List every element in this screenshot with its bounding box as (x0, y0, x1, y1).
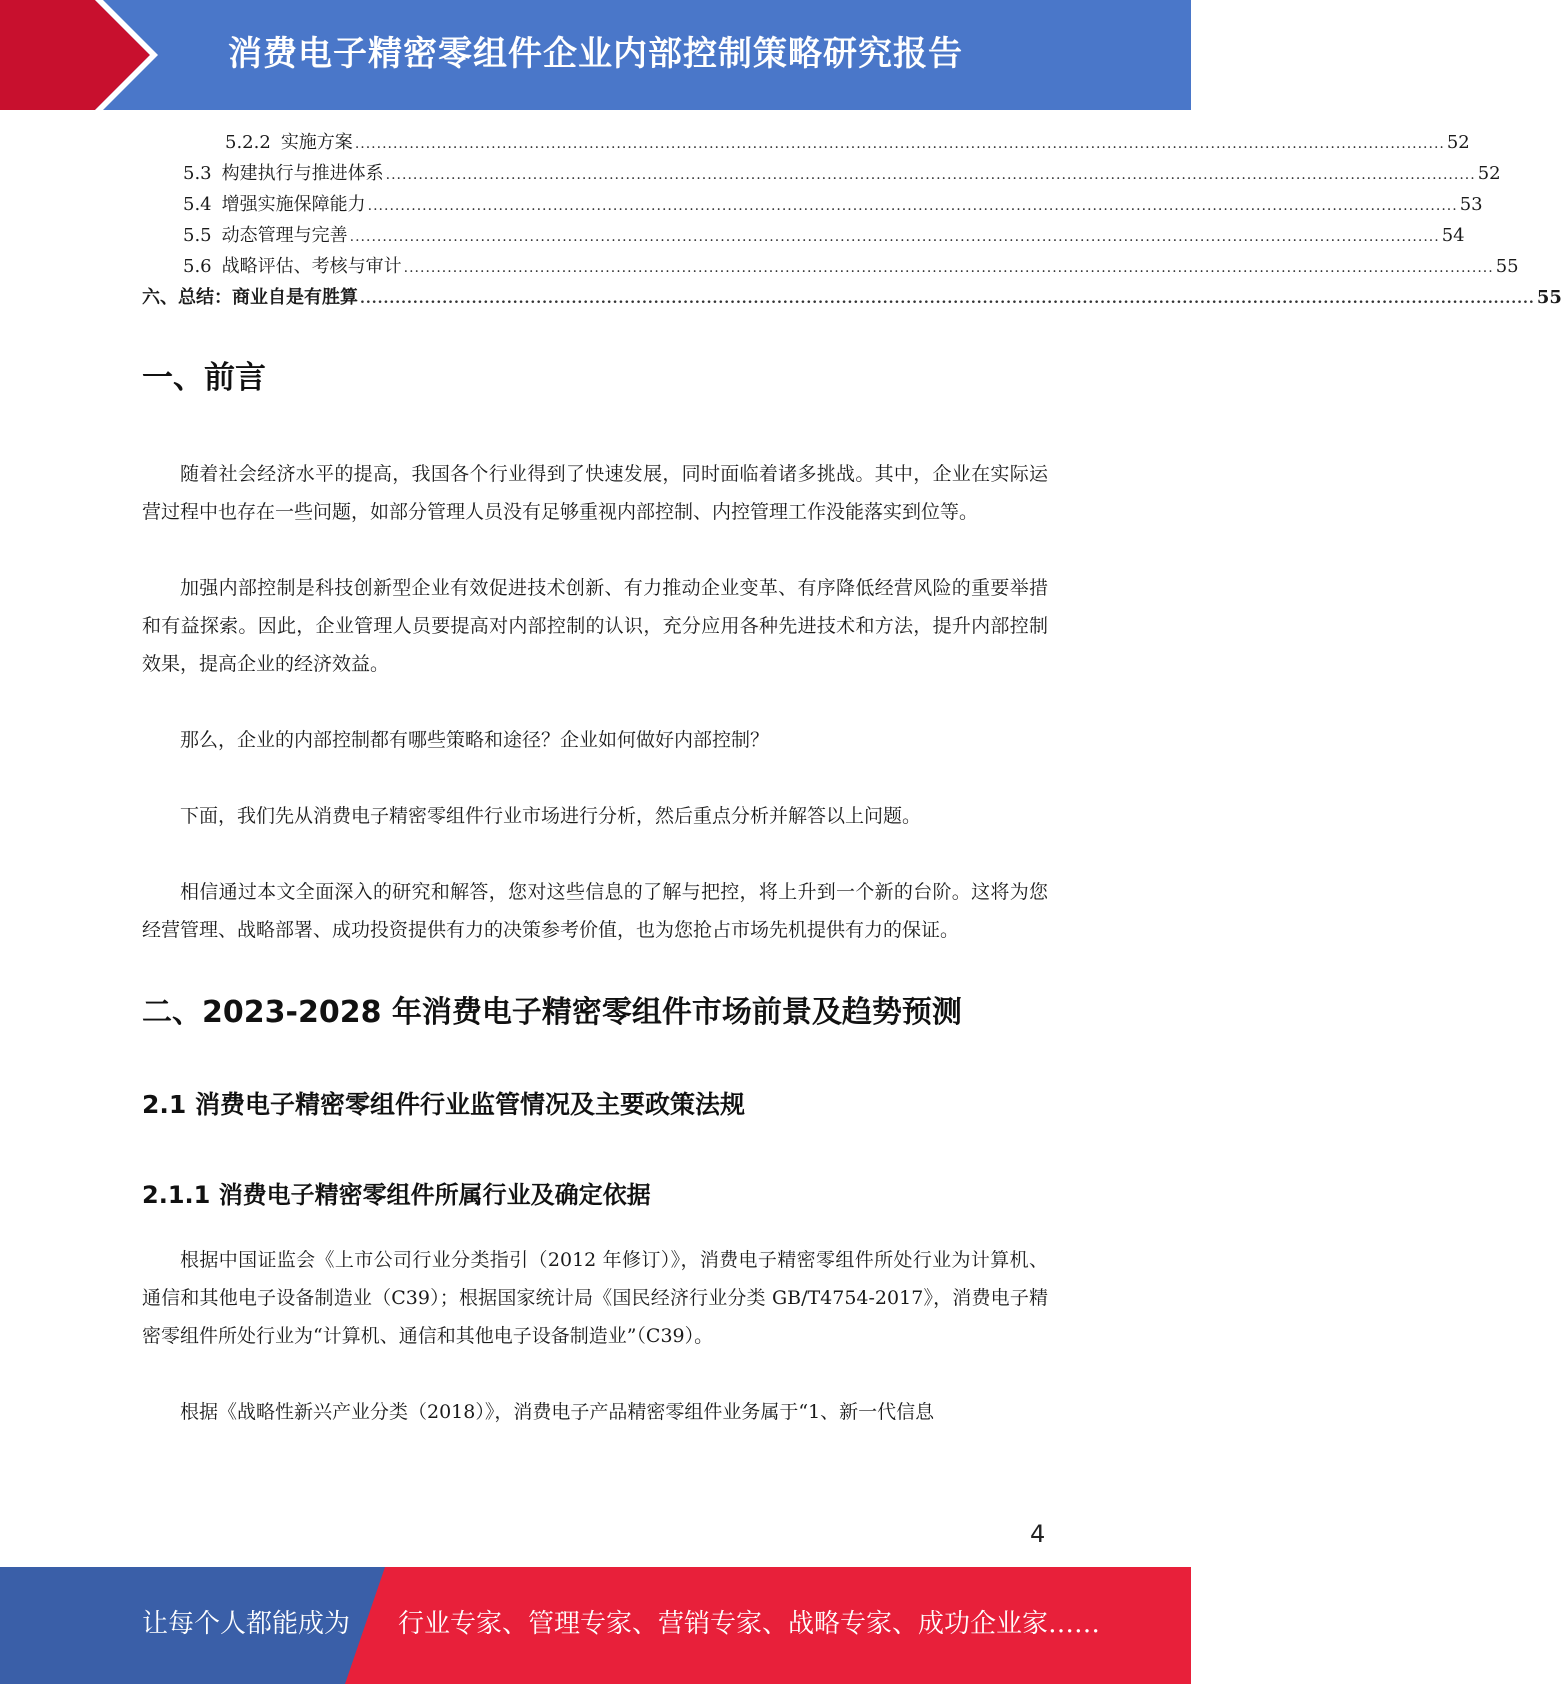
toc-page: 52 (1477, 163, 1501, 184)
toc-number: 5.5 (183, 225, 212, 246)
toc-leader-dots: ........................................................................................................................................................................................................ (385, 167, 1476, 183)
header-red-chevron (0, 0, 150, 110)
paragraph: 相信通过本文全面深入的研究和解答，您对这些信息的了解与把控，将上升到一个新的台阶。这将为您经营管理、战略部署、成功投资提供有力的决策参考价值，也为您抢占市场先机提供有力的保证。 (142, 881, 1048, 941)
report-footer (0, 1567, 1191, 1684)
toc-number: 5.3 (183, 163, 212, 184)
subsection-heading: 2.1 消费电子精密零组件行业监管情况及主要政策法规 (142, 1090, 745, 1119)
toc-label: 动态管理与完善 (221, 225, 348, 246)
paragraph: 随着社会经济水平的提高，我国各个行业得到了快速发展，同时面临着诸多挑战。其中，企业在实际运营过程中也存在一些问题，如部分管理人员没有足够重视内部控制、内控管理工作没能落实到位等。 (142, 463, 1048, 523)
toc-page: 52 (1446, 132, 1470, 153)
toc-label: 六、总结：商业自是有胜算 (142, 287, 358, 308)
toc-number: 5.6 (183, 256, 212, 277)
toc-entry[interactable] (142, 190, 1483, 221)
toc-label: 构建执行与推进体系 (221, 163, 384, 184)
subsubsection-heading: 2.1.1 消费电子精密零组件所属行业及确定依据 (142, 1181, 651, 1209)
toc-label: 实施方案 (280, 132, 353, 153)
page-number: 4 (1030, 1520, 1046, 1548)
report-header (0, 0, 1191, 110)
toc-leader-dots: ........................................................................................................................................................................................................ (354, 136, 1445, 152)
footer-slogan-left: 让每个人都能成为 (142, 1609, 351, 1639)
toc-entry[interactable] (142, 128, 1470, 159)
document-body (142, 355, 1048, 1431)
section-heading-market: 二、2023-2028 年消费电子精密零组件市场前景及趋势预测 (142, 995, 962, 1030)
toc-label: 增强实施保障能力 (221, 194, 366, 215)
paragraph: 加强内部控制是科技创新型企业有效促进技术创新、有力推动企业变革、有序降低经营风险的重要举措和有益探索。因此，企业管理人员要提高对内部控制的认识，充分应用各种先进技术和方法，提升内部控制效果，提高企业的经济效益。 (142, 577, 1048, 675)
section-heading-preface: 一、前言 (142, 360, 266, 396)
toc-label: 战略评估、考核与审计 (221, 256, 402, 277)
toc-page: 55 (1495, 256, 1519, 277)
toc-page: 54 (1441, 225, 1465, 246)
toc-entry[interactable] (142, 159, 1501, 190)
toc-page: 55 (1536, 287, 1562, 308)
toc-entry[interactable] (142, 221, 1465, 252)
paragraph: 下面，我们先从消费电子精密零组件行业市场进行分析，然后重点分析并解答以上问题。 (180, 805, 922, 827)
toc-leader-dots: ........................................................................................................................................................................................................ (403, 260, 1494, 276)
toc-number: 5.2.2 (225, 132, 271, 153)
table-of-contents (142, 128, 1562, 314)
toc-entry[interactable] (142, 252, 1519, 283)
toc-leader-dots: ........................................................................................................................................................................................................ (367, 198, 1458, 214)
toc-leader-dots: ........................................................................................................................................................................................................ (349, 229, 1440, 245)
footer-slogan-right: 行业专家、管理专家、营销专家、战略专家、成功企业家…… (398, 1609, 1101, 1639)
report-title: 消费电子精密零组件企业内部控制策略研究报告 (228, 34, 963, 74)
toc-number: 5.4 (183, 194, 212, 215)
toc-leader-dots: ........................................................................................................................................................................................................ (360, 291, 1535, 307)
paragraph: 那么，企业的内部控制都有哪些策略和途径？企业如何做好内部控制？ (180, 729, 770, 751)
paragraph: 根据中国证监会《上市公司行业分类指引（2012 年修订）》，消费电子精密零组件所处行业为计算机、通信和其他电子设备制造业（C39）；根据国家统计局《国民经济行业分类 GB/T4754-2017》，消费电子精密零组件所处行业为“计算机、通信和其他电子设备制造业”（C39）。 (142, 1249, 1048, 1347)
paragraph: 根据《战略性新兴产业分类（2018）》，消费电子产品精密零组件业务属于“1、新一代信息 (180, 1401, 935, 1423)
toc-page: 53 (1459, 194, 1483, 215)
toc-entry[interactable] (142, 283, 1562, 314)
